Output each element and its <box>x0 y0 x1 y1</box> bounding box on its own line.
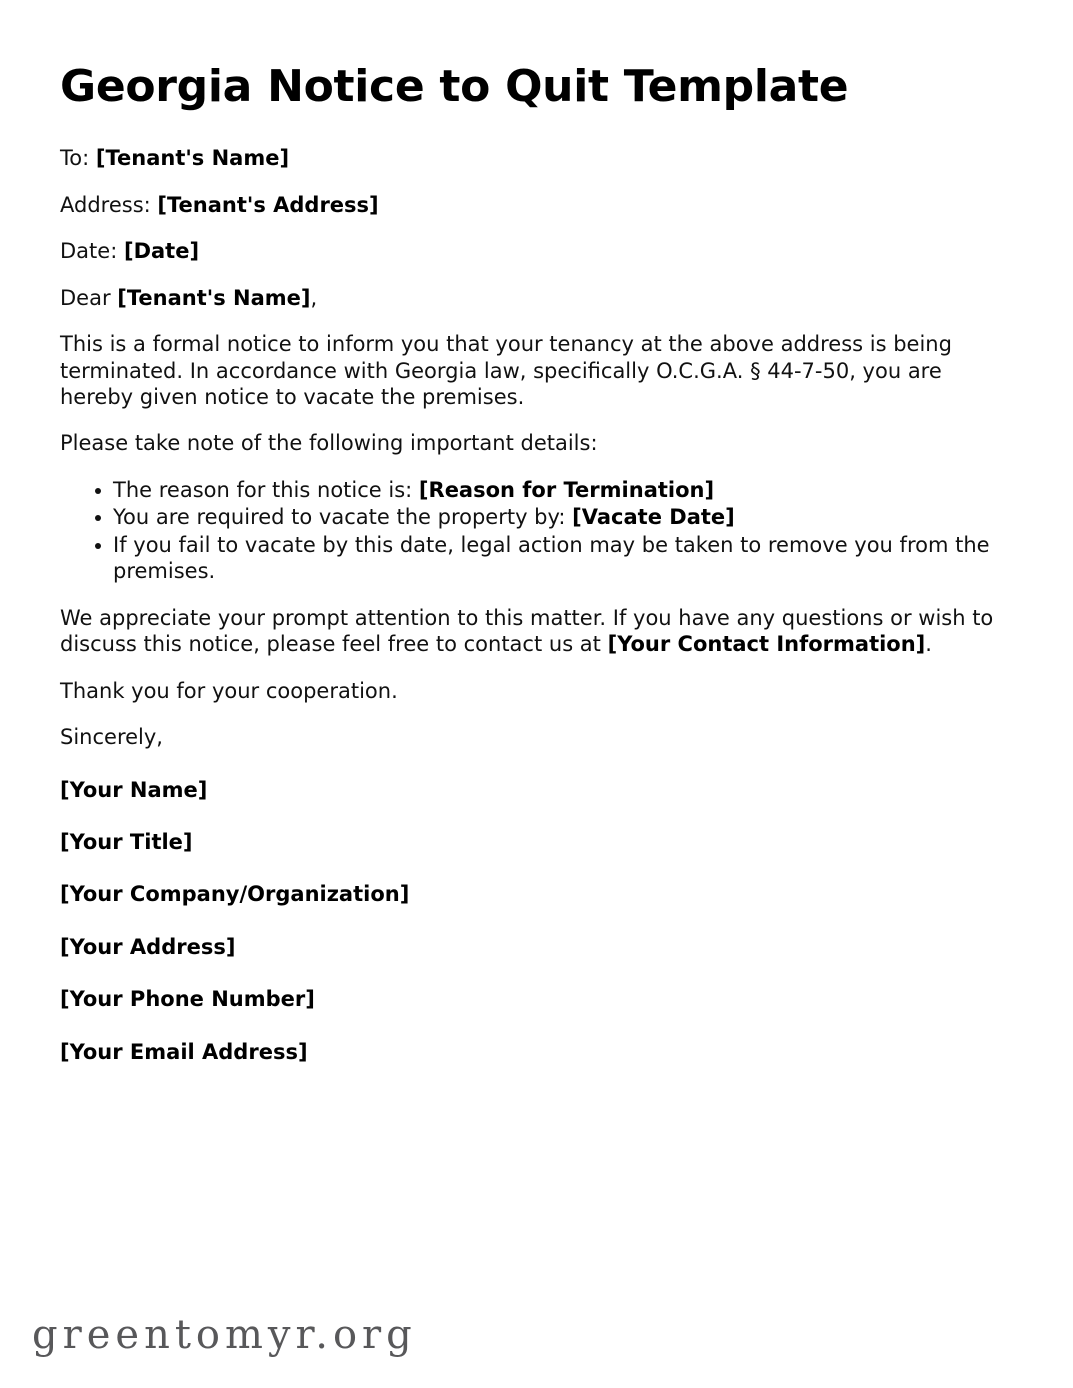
field-date-placeholder: [Date] <box>123 239 200 264</box>
field-address-placeholder: [Tenant's Address] <box>157 192 379 217</box>
field-to <box>60 145 996 171</box>
field-to-placeholder: [Tenant's Name] <box>95 146 290 171</box>
document-content <box>60 62 996 1091</box>
field-date-label: Date: <box>60 239 118 264</box>
salutation-comma: , <box>310 285 318 310</box>
site-watermark: greentomyr.org <box>32 1312 417 1358</box>
signature-block <box>60 777 996 1066</box>
list-item-text: The reason for this notice is: <box>113 477 413 502</box>
list-item-placeholder: [Reason for Termination] <box>418 477 715 502</box>
details-lead-in: Please take note of the following important details: <box>60 431 598 456</box>
signature-your-email: [Your Email Address] <box>60 1039 308 1064</box>
closing-text-after: . <box>925 632 932 657</box>
signature-your-title: [Your Title] <box>60 829 193 854</box>
signature-your-company: [Your Company/Organization] <box>60 882 410 907</box>
field-date <box>60 238 996 264</box>
sign-off: Sincerely, <box>60 725 163 750</box>
field-address-label: Address: <box>60 192 151 217</box>
list-item-text: If you fail to vacate by this date, legal action may be taken to remove you from the premises. <box>113 532 990 584</box>
list-item-text: You are required to vacate the property by: <box>113 505 566 530</box>
list-item <box>60 532 996 585</box>
salutation <box>60 285 996 311</box>
field-address <box>60 192 996 218</box>
closing-placeholder: [Your Contact Information] <box>607 632 926 657</box>
list-item-placeholder: [Vacate Date] <box>572 505 735 530</box>
intro-paragraph: This is a formal notice to inform you that your tenancy at the above address is being terminated. In accordance with Georgia law, specifically O.C.G.A. § 44-7-50, you are hereby given notice to vacate the premises. <box>60 332 952 409</box>
signature-your-name: [Your Name] <box>60 777 208 802</box>
signature-your-address: [Your Address] <box>60 934 236 959</box>
field-to-label: To: <box>60 146 90 171</box>
closing-paragraph <box>60 605 996 658</box>
salutation-placeholder: [Tenant's Name] <box>117 285 311 310</box>
thanks-line: Thank you for your cooperation. <box>60 678 398 703</box>
list-item <box>60 504 996 530</box>
list-item <box>60 477 996 503</box>
page-title: Georgia Notice to Quit Template <box>60 61 849 112</box>
closing-text-before: We appreciate your prompt attention to this matter. If you have any questions or wish to discuss this notice, please feel free to contact us at <box>60 605 994 657</box>
details-list <box>60 477 996 585</box>
salutation-greeting: Dear <box>60 285 111 310</box>
signature-your-phone: [Your Phone Number] <box>60 987 315 1012</box>
